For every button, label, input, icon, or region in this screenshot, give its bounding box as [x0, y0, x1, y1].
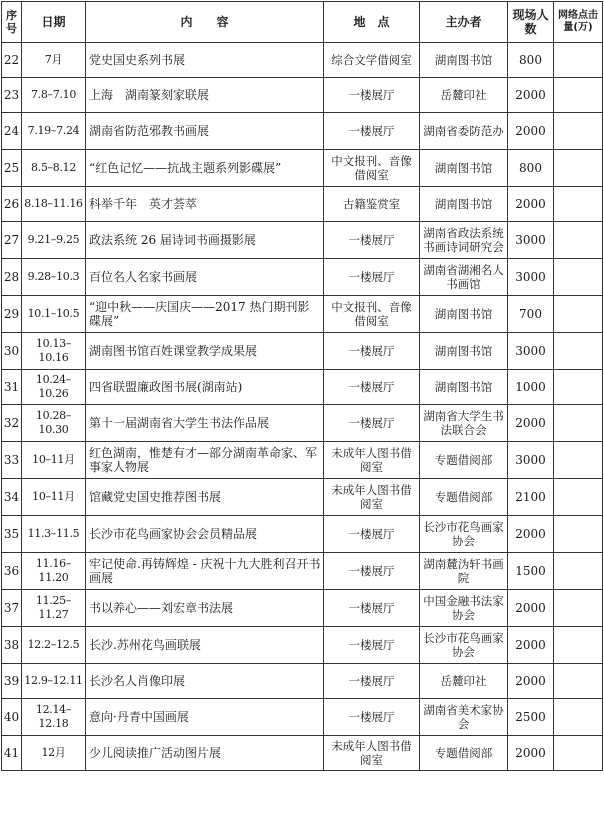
cell-online	[554, 150, 603, 187]
cell-visitors: 800	[508, 43, 554, 78]
cell-date: 11.3–11.5	[22, 516, 86, 553]
cell-date: 7.19–7.24	[22, 113, 86, 150]
cell-visitors: 2000	[508, 405, 554, 442]
cell-visitors: 700	[508, 296, 554, 333]
cell-no: 29	[2, 296, 22, 333]
cell-place: 一楼展厅	[324, 627, 420, 664]
cell-host: 湖南图书馆	[420, 187, 508, 222]
cell-place: 一楼展厅	[324, 222, 420, 259]
header-no: 序号	[2, 2, 22, 43]
cell-content: 长沙市花鸟画家协会会员精品展	[86, 516, 324, 553]
cell-date: 11.16–11.20	[22, 553, 86, 590]
cell-date: 11.25–11.27	[22, 590, 86, 627]
cell-online	[554, 664, 603, 699]
cell-no: 34	[2, 479, 22, 516]
cell-visitors: 2000	[508, 590, 554, 627]
cell-visitors: 2000	[508, 187, 554, 222]
cell-no: 33	[2, 442, 22, 479]
header-online: 网络点击量(万)	[554, 2, 603, 43]
cell-date: 7月	[22, 43, 86, 78]
table-row	[2, 736, 603, 771]
cell-place: 综合文学借阅室	[324, 43, 420, 78]
cell-content: 长沙.苏州花鸟画联展	[86, 627, 324, 664]
cell-content: 少儿阅读推广活动图片展	[86, 736, 324, 771]
cell-no: 32	[2, 405, 22, 442]
table-row	[2, 113, 603, 150]
cell-date: 10–11月	[22, 442, 86, 479]
cell-online	[554, 516, 603, 553]
cell-host: 湖南麓沩轩书画院	[420, 553, 508, 590]
cell-content: 红色湖南，惟楚有才—部分湖南革命家、军事家人物展	[86, 442, 324, 479]
cell-host: 专题借阅部	[420, 736, 508, 771]
table-row	[2, 370, 603, 405]
cell-no: 36	[2, 553, 22, 590]
cell-visitors: 2000	[508, 664, 554, 699]
cell-host: 专题借阅部	[420, 479, 508, 516]
cell-visitors: 2500	[508, 699, 554, 736]
cell-online	[554, 479, 603, 516]
header-date: 日期	[22, 2, 86, 43]
cell-online	[554, 699, 603, 736]
cell-host: 中国金融书法家协会	[420, 590, 508, 627]
cell-date: 10.24–10.26	[22, 370, 86, 405]
cell-place: 一楼展厅	[324, 553, 420, 590]
cell-place: 一楼展厅	[324, 699, 420, 736]
cell-host: 湖南图书馆	[420, 150, 508, 187]
table-row	[2, 664, 603, 699]
cell-content: 意向·丹青中国画展	[86, 699, 324, 736]
cell-no: 23	[2, 78, 22, 113]
cell-host: 岳麓印社	[420, 78, 508, 113]
table-row	[2, 296, 603, 333]
cell-online	[554, 113, 603, 150]
cell-date: 12.9–12.11	[22, 664, 86, 699]
table-row	[2, 333, 603, 370]
cell-place: 一楼展厅	[324, 333, 420, 370]
cell-visitors: 3000	[508, 442, 554, 479]
cell-visitors: 1000	[508, 370, 554, 405]
cell-no: 24	[2, 113, 22, 150]
cell-visitors: 800	[508, 150, 554, 187]
table-row	[2, 259, 603, 296]
cell-visitors: 3000	[508, 222, 554, 259]
cell-date: 12.2–12.5	[22, 627, 86, 664]
table-body	[2, 43, 603, 771]
cell-host: 湖南省政法系统书画诗词研究会	[420, 222, 508, 259]
cell-visitors: 1500	[508, 553, 554, 590]
cell-online	[554, 553, 603, 590]
cell-content: 百位名人名家书画展	[86, 259, 324, 296]
cell-content: “红色记忆——抗战主题系列影碟展”	[86, 150, 324, 187]
cell-host: 湖南省美术家协会	[420, 699, 508, 736]
header-content: 内 容	[86, 2, 324, 43]
cell-online	[554, 627, 603, 664]
header-host: 主办者	[420, 2, 508, 43]
cell-date: 10.1–10.5	[22, 296, 86, 333]
cell-no: 40	[2, 699, 22, 736]
table-row	[2, 222, 603, 259]
cell-host: 湖南省委防范办	[420, 113, 508, 150]
cell-online	[554, 736, 603, 771]
cell-place: 一楼展厅	[324, 516, 420, 553]
cell-place: 一楼展厅	[324, 664, 420, 699]
header-visitors: 现场人数	[508, 2, 554, 43]
cell-place: 未成年人图书借阅室	[324, 479, 420, 516]
cell-no: 38	[2, 627, 22, 664]
cell-no: 22	[2, 43, 22, 78]
cell-host: 湖南省大学生书法联合会	[420, 405, 508, 442]
cell-online	[554, 259, 603, 296]
cell-date: 9.28–10.3	[22, 259, 86, 296]
cell-content: 湖南图书馆百姓课堂教学成果展	[86, 333, 324, 370]
cell-host: 岳麓印社	[420, 664, 508, 699]
cell-online	[554, 405, 603, 442]
cell-place: 一楼展厅	[324, 259, 420, 296]
cell-no: 27	[2, 222, 22, 259]
cell-no: 39	[2, 664, 22, 699]
cell-content: 馆藏党史国史推荐图书展	[86, 479, 324, 516]
table-row	[2, 553, 603, 590]
cell-content: 第十一届湖南省大学生书法作品展	[86, 405, 324, 442]
table-row	[2, 442, 603, 479]
cell-visitors: 2000	[508, 113, 554, 150]
table-row	[2, 590, 603, 627]
cell-online	[554, 442, 603, 479]
cell-host: 湖南图书馆	[420, 333, 508, 370]
table-row	[2, 150, 603, 187]
cell-online	[554, 187, 603, 222]
cell-online	[554, 333, 603, 370]
table-row	[2, 516, 603, 553]
cell-place: 一楼展厅	[324, 590, 420, 627]
cell-date: 8.5–8.12	[22, 150, 86, 187]
cell-host: 湖南省湖湘名人书画馆	[420, 259, 508, 296]
cell-online	[554, 78, 603, 113]
cell-no: 35	[2, 516, 22, 553]
cell-no: 31	[2, 370, 22, 405]
table-row	[2, 479, 603, 516]
cell-content: “迎中秋——庆国庆——2017 热门期刊影碟展”	[86, 296, 324, 333]
cell-visitors: 2000	[508, 627, 554, 664]
cell-content: 长沙名人肖像印展	[86, 664, 324, 699]
cell-host: 专题借阅部	[420, 442, 508, 479]
table-row	[2, 78, 603, 113]
cell-place: 一楼展厅	[324, 113, 420, 150]
cell-date: 12.14–12.18	[22, 699, 86, 736]
table-row	[2, 699, 603, 736]
header-place: 地 点	[324, 2, 420, 43]
cell-content: 政法系统 26 届诗词书画摄影展	[86, 222, 324, 259]
cell-no: 30	[2, 333, 22, 370]
cell-date: 9.21–9.25	[22, 222, 86, 259]
cell-online	[554, 222, 603, 259]
cell-place: 一楼展厅	[324, 405, 420, 442]
cell-visitors: 2000	[508, 78, 554, 113]
cell-visitors: 2000	[508, 516, 554, 553]
cell-date: 10.28–10.30	[22, 405, 86, 442]
cell-no: 41	[2, 736, 22, 771]
cell-place: 中文报刊、音像借阅室	[324, 150, 420, 187]
cell-visitors: 2100	[508, 479, 554, 516]
cell-visitors: 3000	[508, 333, 554, 370]
cell-visitors: 2000	[508, 736, 554, 771]
cell-date: 7.8–7.10	[22, 78, 86, 113]
cell-content: 书以养心——刘宏章书法展	[86, 590, 324, 627]
cell-online	[554, 296, 603, 333]
cell-host: 湖南图书馆	[420, 296, 508, 333]
cell-content: 党史国史系列书展	[86, 43, 324, 78]
cell-place: 未成年人图书借阅室	[324, 442, 420, 479]
header-row	[2, 2, 603, 43]
cell-place: 未成年人图书借阅室	[324, 736, 420, 771]
exhibition-table	[1, 1, 603, 771]
cell-content: 牢记使命.再铸辉煌 - 庆祝十九大胜利召开书画展	[86, 553, 324, 590]
table-row	[2, 405, 603, 442]
cell-online	[554, 590, 603, 627]
table-row	[2, 187, 603, 222]
cell-content: 四省联盟廉政图书展(湖南站)	[86, 370, 324, 405]
cell-date: 10–11月	[22, 479, 86, 516]
cell-date: 12月	[22, 736, 86, 771]
cell-host: 长沙市花鸟画家协会	[420, 627, 508, 664]
cell-content: 科举千年 英才荟萃	[86, 187, 324, 222]
cell-host: 湖南图书馆	[420, 43, 508, 78]
cell-online	[554, 43, 603, 78]
cell-host: 长沙市花鸟画家协会	[420, 516, 508, 553]
table-row	[2, 627, 603, 664]
cell-place: 中文报刊、音像借阅室	[324, 296, 420, 333]
table-row	[2, 43, 603, 78]
cell-no: 37	[2, 590, 22, 627]
cell-no: 28	[2, 259, 22, 296]
cell-content: 湖南省防范邪教书画展	[86, 113, 324, 150]
cell-visitors: 3000	[508, 259, 554, 296]
cell-no: 26	[2, 187, 22, 222]
cell-place: 一楼展厅	[324, 370, 420, 405]
cell-host: 湖南图书馆	[420, 370, 508, 405]
cell-no: 25	[2, 150, 22, 187]
cell-content: 上海 湖南篆刻家联展	[86, 78, 324, 113]
cell-place: 古籍鉴赏室	[324, 187, 420, 222]
cell-online	[554, 370, 603, 405]
cell-place: 一楼展厅	[324, 78, 420, 113]
cell-date: 10.13–10.16	[22, 333, 86, 370]
cell-date: 8.18–11.16	[22, 187, 86, 222]
